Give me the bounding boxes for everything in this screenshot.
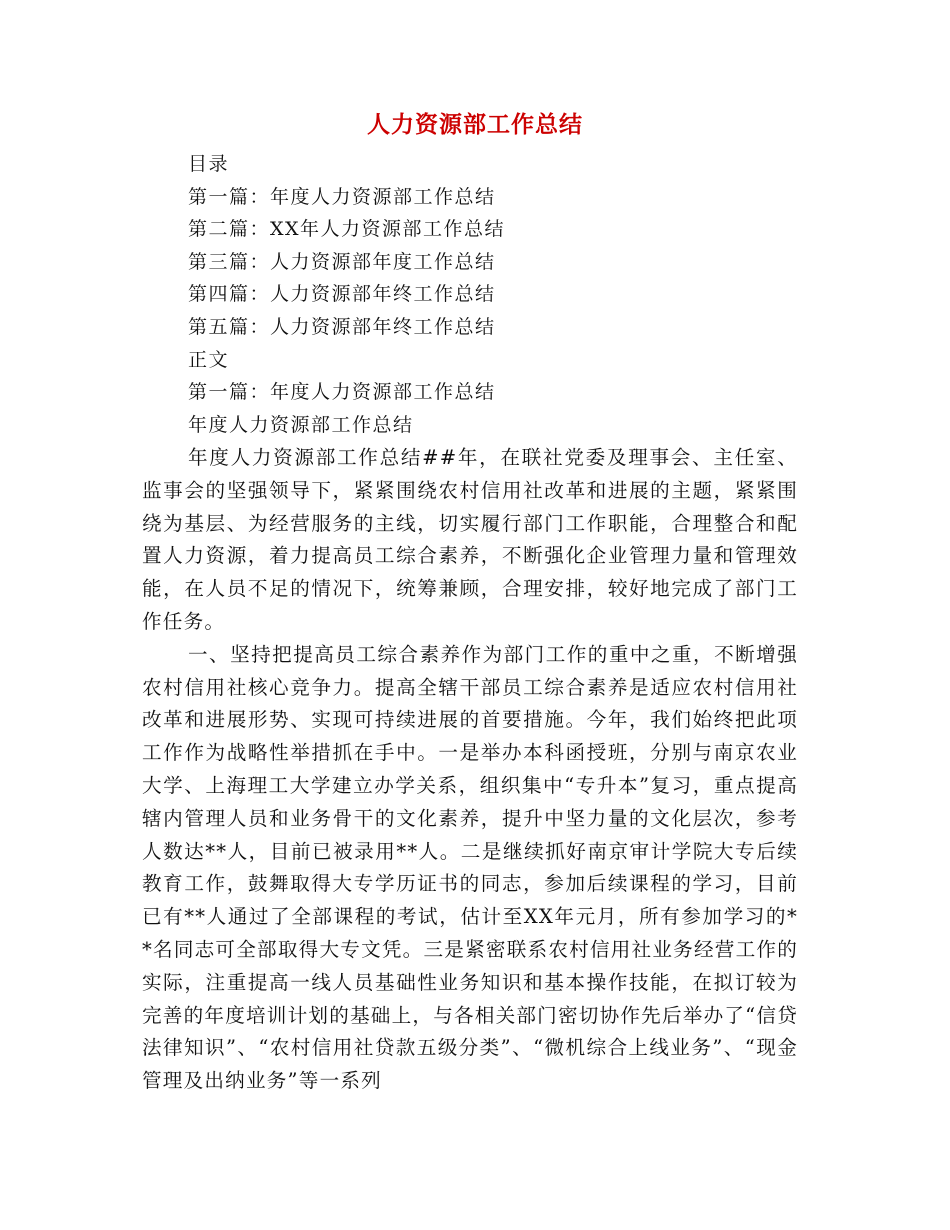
toc-item-3: 第三篇：人力资源部年度工作总结: [188, 250, 496, 273]
chapter-heading: 第一篇：年度人力资源部工作总结: [188, 381, 496, 404]
table-of-contents: [188, 148, 828, 441]
toc-item-1: 第一篇：年度人力资源部工作总结: [188, 185, 496, 208]
chapter-subtitle: 年度人力资源部工作总结: [188, 413, 414, 436]
toc-item-5: 第五篇：人力资源部年终工作总结: [188, 315, 496, 338]
body-heading: 正文: [188, 348, 230, 371]
toc-item-4: 第四篇：人力资源部年终工作总结: [188, 283, 496, 306]
paragraph: 年度人力资源部工作总结##年，在联社党委及理事会、主任室、监事会的坚强领导下，紧紧围绕农村信用社改革和进展的主题，紧紧围绕为基层、为经营服务的主线，切实履行部门工作职能，合理整合和配置人力资源，着力提高员工综合素养，不断强化企业管理力量和管理效能，在人员不足的情况下，统筹兼顾，合理安排，较好地完成了部门工作任务。: [142, 446, 798, 633]
document-title: 人力资源部工作总结: [367, 111, 583, 138]
paragraph: 一、坚持把提高员工综合素养作为部门工作的重中之重，不断增强农村信用社核心竞争力。提高全辖干部员工综合素养是适应农村信用社改革和进展形势、实现可持续进展的首要措施。今年，我们始终把此项工作作为战略性举措抓在手中。一是举办本科函授班，分别与南京农业大学、上海理工大学建立办学关系，组织集中“专升本”复习，重点提高辖内管理人员和业务骨干的文化素养，提升中坚力量的文化层次，参考人数达**人，目前已被录用**人。二是继续抓好南京审计学院大专后续教育工作，鼓舞取得大专学历证书的同志，参加后续课程的学习，目前已有**人通过了全部课程的考试，估计至XX年元月，所有参加学习的**名同志可全部取得大专文凭。三是紧密联系农村信用社业务经营工作的实际，注重提高一线人员基础性业务知识和基本操作技能，在拟订较为完善的年度培训计划的基础上，与各相关部门密切协作先后举办了“信贷法律知识”、“农村信用社贷款五级分类”、“微机综合上线业务”、“现金管理及出纳业务”等一系列: [142, 642, 798, 1093]
toc-item-2: 第二篇：XX年人力资源部工作总结: [188, 218, 506, 241]
body-text: [142, 442, 798, 1098]
toc-heading: 目录: [188, 153, 230, 175]
